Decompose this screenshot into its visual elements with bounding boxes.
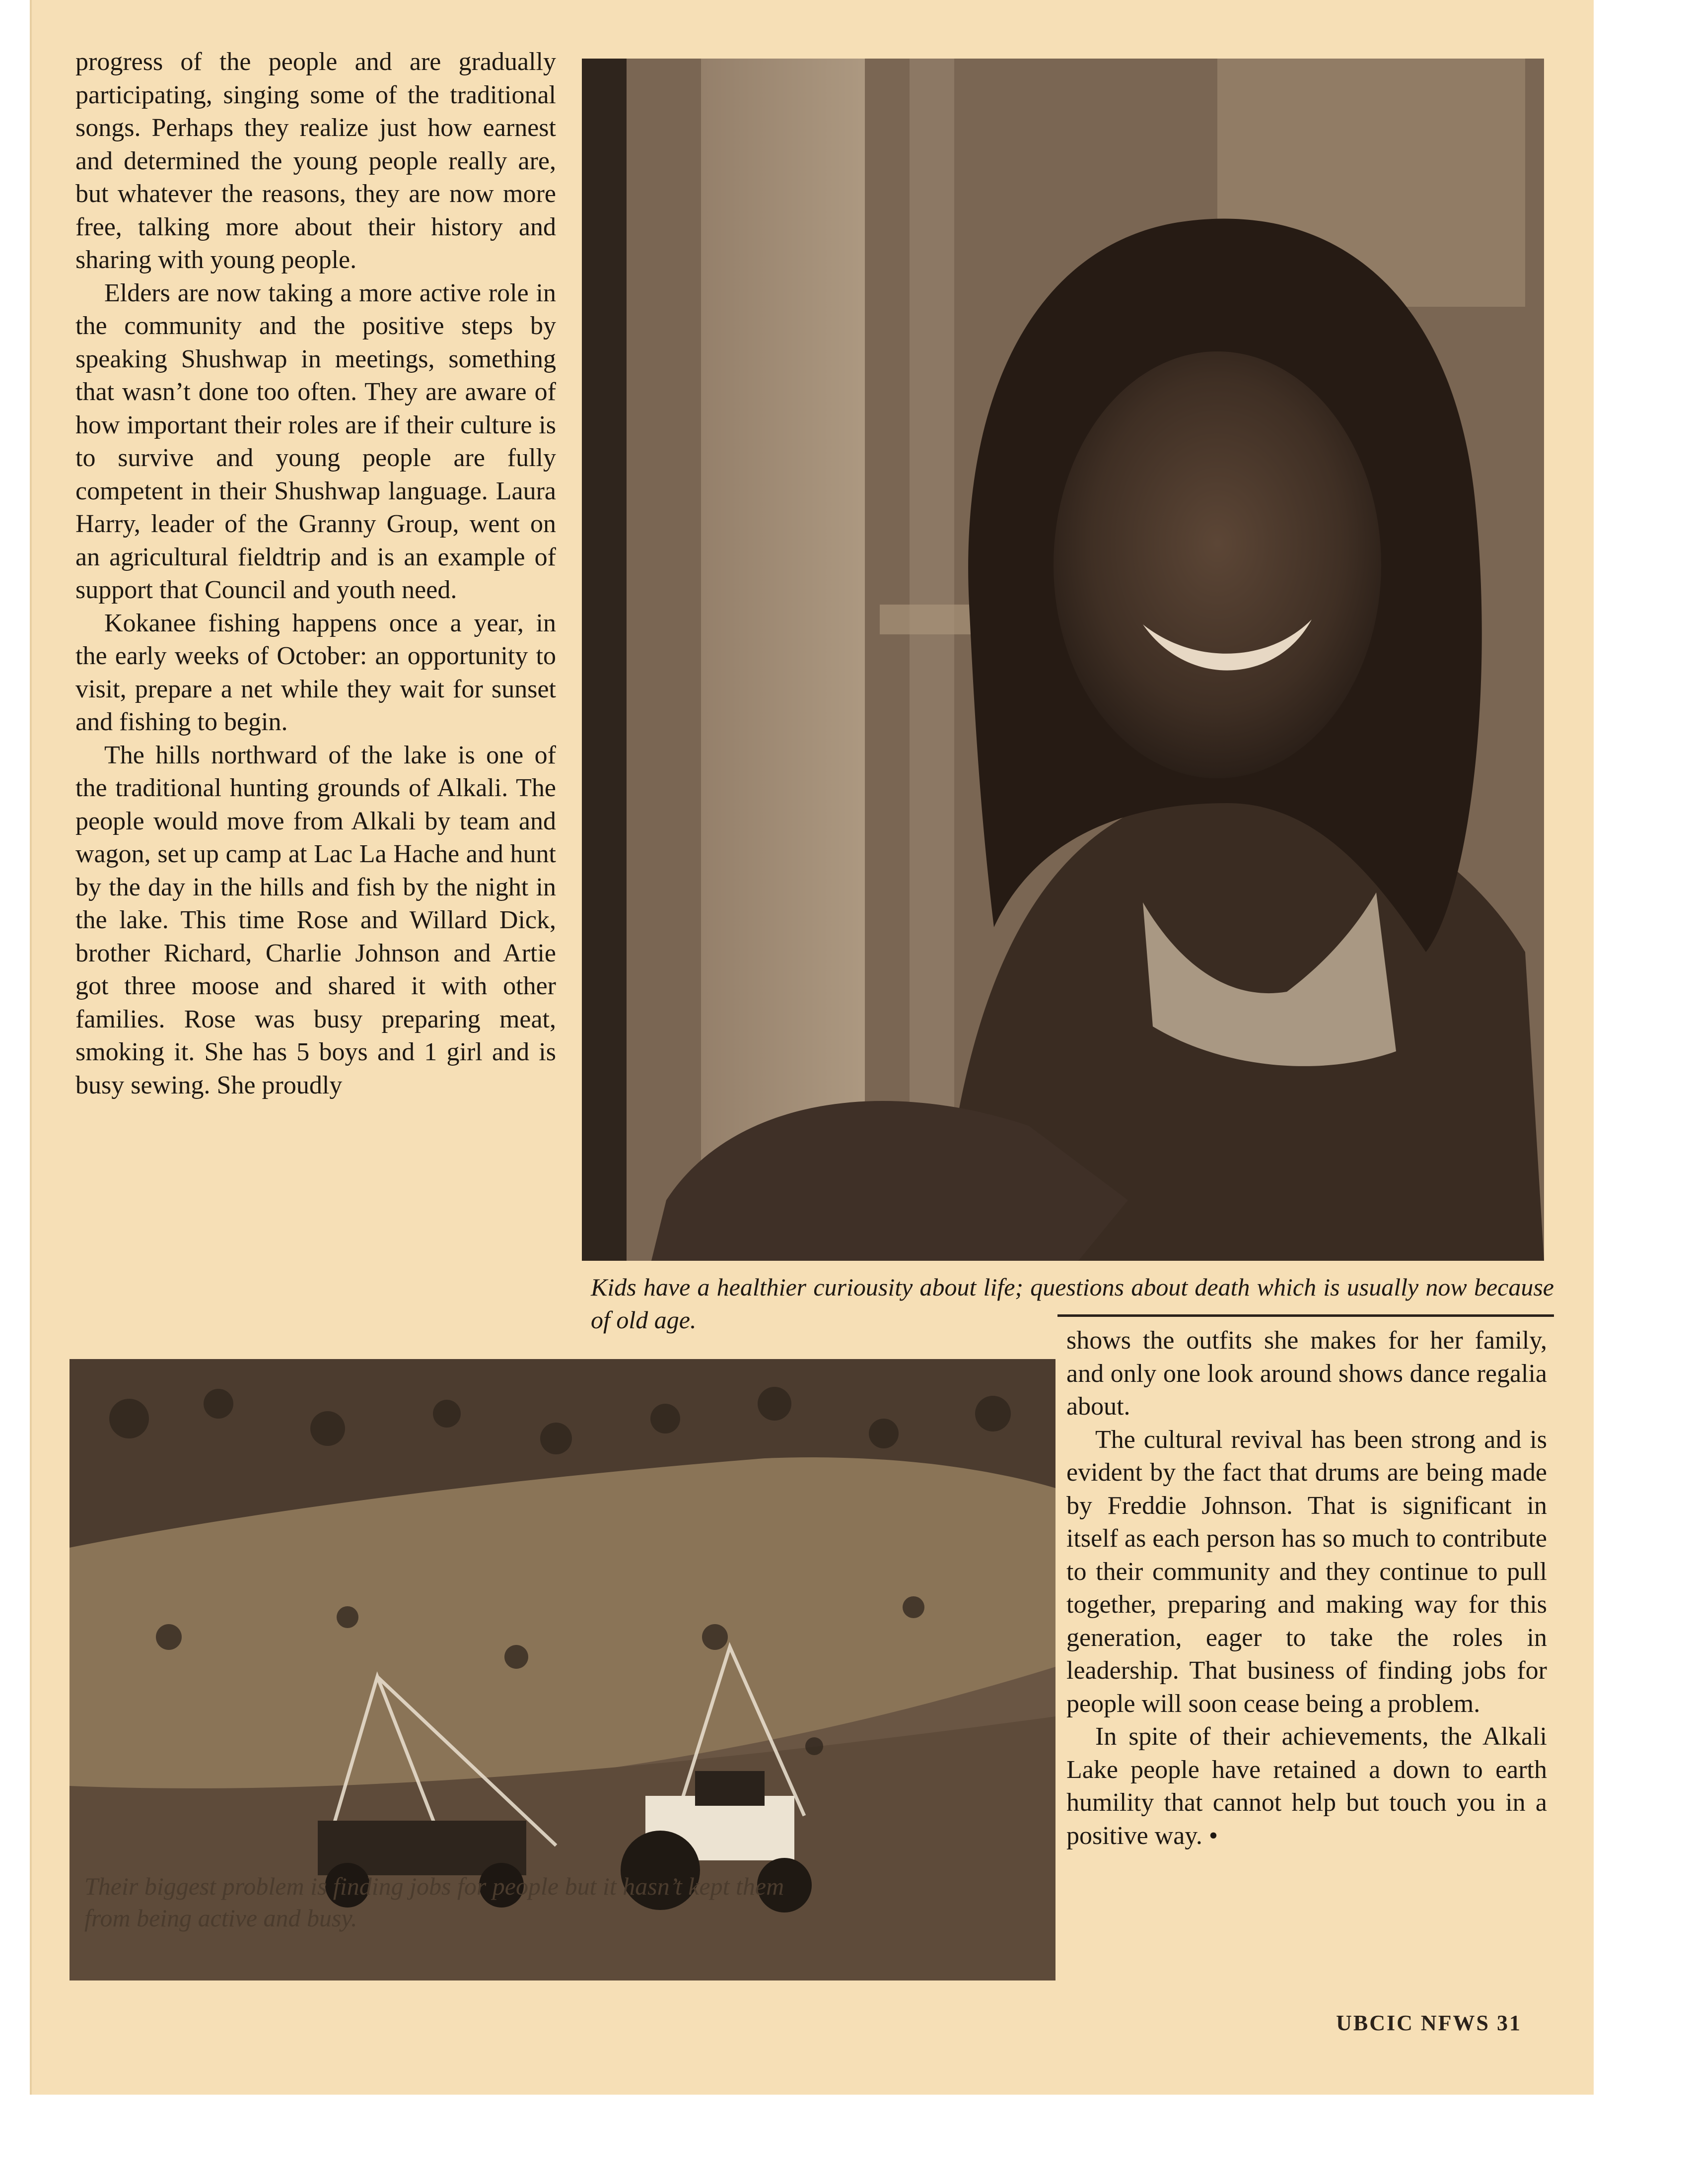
photo-smiling-girl bbox=[582, 59, 1544, 1261]
article-column-right bbox=[1066, 1324, 1547, 1852]
paragraph: The hills northward of the lake is one of the traditional hunting grounds of Alkali. The people would move from Alkali by team and wagon, set up camp at Lac La Hache and hunt by the day in the hills and fish by the night in the lake. This time Rose and Willard Dick, brother Richard, Charlie Johnson and Artie got three moose and shared it with other families. Rose was busy preparing meat, smoking it. She has 5 boys and 1 girl and is busy sewing. She proudly bbox=[75, 741, 556, 1099]
photo-caption-overlay bbox=[84, 1870, 1028, 1934]
paragraph: In spite of their achievements, the Alkali Lake people have retained a down to earth humility that cannot help but touch you in a positive way. • bbox=[1066, 1722, 1547, 1850]
caption-line: from being active and busy. bbox=[84, 1904, 357, 1932]
paragraph: Elders are now taking a more active role in the community and the positive steps by speaking Shushwap in meetings, something that wasn’t done too often. They are aware of how important their roles are if their culture is to survive and young people are fully competent in their Shushwap language. Laura Harry, leader of the Granny Group, went on an agricultural fieldtrip and is an example of support that Council and youth need. bbox=[75, 278, 556, 604]
caption-line: Their biggest problem is finding jobs for people but it hasn’t kept them bbox=[84, 1872, 784, 1900]
article-column-left bbox=[75, 46, 556, 1102]
paragraph: progress of the people and are gradually participating, singing some of the traditional songs. Perhaps they realize just how earnest and determined the young people really are, but whatever the reasons, they are now more free, talking more about their history and sharing with young people. bbox=[75, 48, 556, 274]
photo-tractors-field bbox=[70, 1359, 1055, 1980]
magazine-page bbox=[30, 0, 1594, 2095]
page-footer: UBCIC NFWS 31 bbox=[1336, 2011, 1522, 2035]
paragraph: shows the outfits she makes for her family, and only one look around shows dance regalia about. bbox=[1066, 1326, 1547, 1421]
paragraph: The cultural revival has been strong and is evident by the fact that drums are being made by Freddie Johnson. That is significant in itself as each person has so much to contribute to their community and they continue to pull together, preparing and making way for this generation, eager to take the roles in leadership. That business of finding jobs for people will soon cease being a problem. bbox=[1066, 1425, 1547, 1718]
photo-caption: Kids have a healthier curiousity about life; questions about death which is usually now because of old age. bbox=[591, 1273, 1554, 1334]
column-divider-rule bbox=[1057, 1314, 1554, 1317]
photo-smiling-girl-image bbox=[582, 59, 1544, 1261]
paragraph: Kokanee fishing happens once a year, in the early weeks of October: an opportunity to visit, prepare a net while they wait for sunset and fishing to begin. bbox=[75, 609, 556, 736]
